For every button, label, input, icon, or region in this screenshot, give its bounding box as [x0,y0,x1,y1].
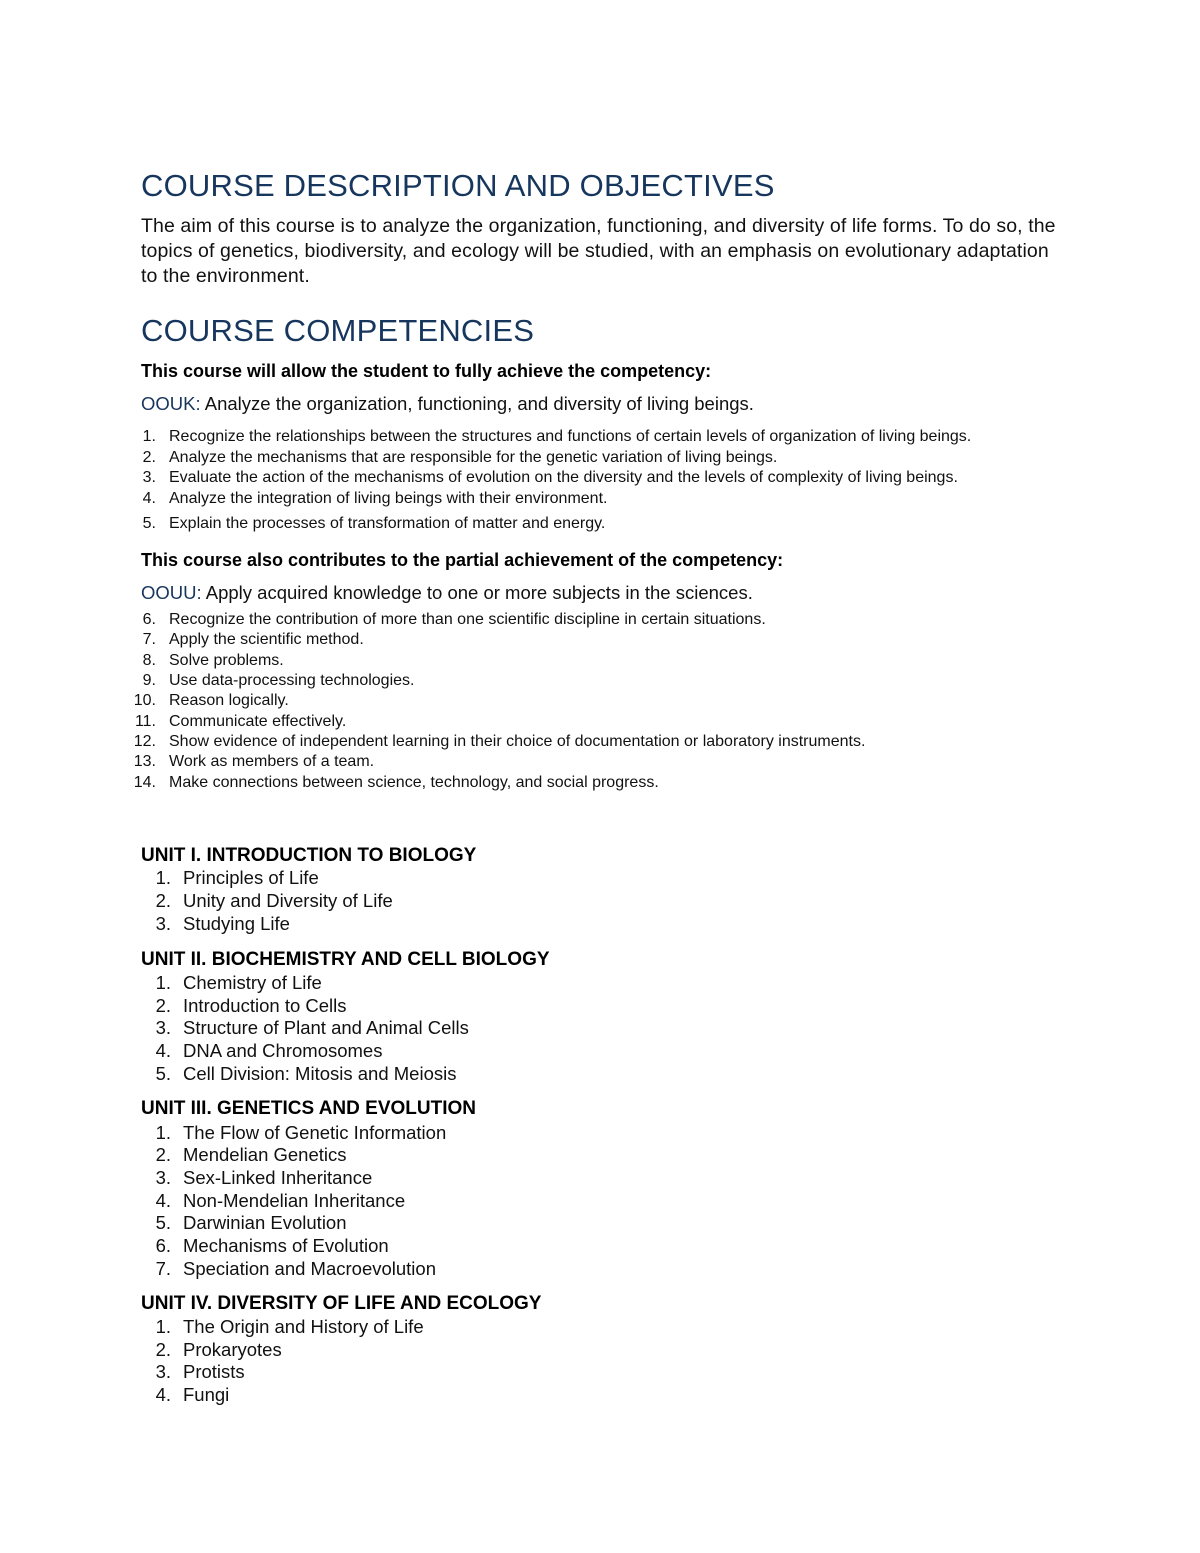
item-number: 1. [155,1316,171,1337]
item-number: 7. [155,1258,171,1279]
list-item [0,1124,900,1146]
course-description-heading: COURSE DESCRIPTION AND OBJECTIVES [141,168,775,203]
item-number: 14. [133,774,156,791]
item-number: 5. [142,515,156,532]
partial-competency-statement [141,584,753,603]
item-text: Make connections between science, technology, and social progress. [169,774,659,791]
item-text: Studying Life [183,913,290,934]
item-text: Reason logically. [169,692,289,709]
item-number: 7. [142,631,156,648]
list-item [0,693,1100,713]
item-text: Evaluate the action of the mechanisms of evolution on the diversity and the levels of complexity of living beings. [169,469,958,486]
list-item [0,1260,900,1282]
list-item [0,734,1100,754]
item-number: 2. [155,995,171,1016]
unit-1-title: UNIT I. INTRODUCTION TO BIOLOGY [141,845,477,866]
item-number: 9. [142,672,156,689]
list-item [0,429,1100,449]
item-text: Speciation and Macroevolution [183,1258,436,1279]
item-text: Analyze the mechanisms that are responsible for the genetic variation of living beings. [169,449,778,466]
item-text: Darwinian Evolution [183,1212,347,1233]
list-item [0,1237,900,1259]
item-text: Chemistry of Life [183,972,322,993]
item-number: 3. [155,913,171,934]
partial-competency-intro: This course also contributes to the partial achievement of the competency: [141,550,784,570]
list-item [0,1065,900,1087]
unit-2-title: UNIT II. BIOCHEMISTRY AND CELL BIOLOGY [141,949,550,970]
item-number: 3. [155,1361,171,1382]
item-number: 4. [155,1190,171,1211]
item-text: DNA and Chromosomes [183,1040,383,1061]
list-item [0,714,1100,734]
list-item [0,653,1100,673]
full-competency-statement [141,395,754,414]
item-number: 5. [155,1063,171,1084]
item-number: 2. [155,1144,171,1165]
item-text: Structure of Plant and Animal Cells [183,1017,469,1038]
item-number: 1. [155,867,171,888]
item-number: 6. [155,1235,171,1256]
item-number: 12. [133,733,156,750]
item-text: The Origin and History of Life [183,1316,424,1337]
full-competency-code: OOUK: [141,393,201,414]
list-item [0,974,900,996]
item-text: Mechanisms of Evolution [183,1235,389,1256]
item-number: 6. [142,611,156,628]
list-item [0,1019,900,1041]
unit-3-title: UNIT III. GENETICS AND EVOLUTION [141,1098,476,1119]
item-text: Recognize the contribution of more than one scientific discipline in certain situations. [169,611,766,628]
item-text: Protists [183,1361,245,1382]
list-item [0,516,1100,536]
item-text: Sex-Linked Inheritance [183,1167,373,1188]
item-number: 3. [155,1167,171,1188]
list-item [0,1146,900,1168]
list-item [0,1042,900,1064]
item-text: Unity and Diversity of Life [183,890,393,911]
item-text: Analyze the integration of living beings with their environment. [169,490,608,507]
item-text: The Flow of Genetic Information [183,1122,447,1143]
item-number: 2. [142,449,156,466]
item-text: Solve problems. [169,652,284,669]
item-text: Non-Mendelian Inheritance [183,1190,406,1211]
item-number: 1. [142,428,156,445]
item-number: 13. [133,753,156,770]
list-item [0,491,1100,511]
item-number: 11. [134,713,156,730]
item-text: Cell Division: Mitosis and Meiosis [183,1063,457,1084]
item-number: 3. [142,469,156,486]
item-number: 2. [155,890,171,911]
list-item [0,1169,900,1191]
item-number: 8. [142,652,156,669]
unit-4-title: UNIT IV. DIVERSITY OF LIFE AND ECOLOGY [141,1293,542,1314]
item-text: Apply the scientific method. [169,631,364,648]
item-number: 4. [155,1040,171,1061]
list-item [0,450,1100,470]
list-item [0,1214,900,1236]
list-item [0,1341,900,1363]
list-item [0,1363,900,1385]
item-text: Explain the processes of transformation of matter and energy. [169,515,606,532]
partial-competency-text: Apply acquired knowledge to one or more subjects in the sciences. [201,582,753,603]
list-item [0,612,1100,632]
item-number: 1. [155,972,171,993]
item-text: Work as members of a team. [169,753,375,770]
list-item [0,754,1100,774]
list-item [0,997,900,1019]
item-number: 5. [155,1212,171,1233]
item-number: 2. [155,1339,171,1360]
full-competency-intro: This course will allow the student to fully achieve the competency: [141,361,712,381]
list-item [0,869,900,891]
item-text: Fungi [183,1384,230,1405]
item-text: Principles of Life [183,867,319,888]
item-text: Communicate effectively. [169,713,347,730]
list-item [0,1318,900,1340]
list-item [0,632,1100,652]
course-description-paragraph: The aim of this course is to analyze the organization, functioning, and diversity of life forms. To do so, the topics of genetics, biodiversity, and ecology will be studied, with an emphasis on evolutionary adaptation to the environment. [141,215,1056,287]
list-item [0,1192,900,1214]
item-text: Recognize the relationships between the structures and functions of certain levels of organization of living beings. [169,428,972,445]
item-text: Show evidence of independent learning in their choice of documentation or laboratory instruments. [169,733,866,750]
item-number: 4. [155,1384,171,1405]
item-text: Use data-processing technologies. [169,672,415,689]
list-item [0,775,1100,795]
full-competency-text: Analyze the organization, functioning, and diversity of living beings. [200,393,754,414]
item-number: 3. [155,1017,171,1038]
list-item [0,470,1100,490]
list-item [0,915,900,937]
item-number: 1. [155,1122,171,1143]
course-competencies-heading: COURSE COMPETENCIES [141,313,535,348]
item-number: 4. [142,490,156,507]
item-text: Prokaryotes [183,1339,282,1360]
list-item [0,892,900,914]
item-text: Mendelian Genetics [183,1144,347,1165]
item-number: 10. [133,692,156,709]
list-item [0,1386,900,1408]
partial-competency-code: OOUU: [141,582,202,603]
item-text: Introduction to Cells [183,995,347,1016]
list-item [0,673,1100,693]
